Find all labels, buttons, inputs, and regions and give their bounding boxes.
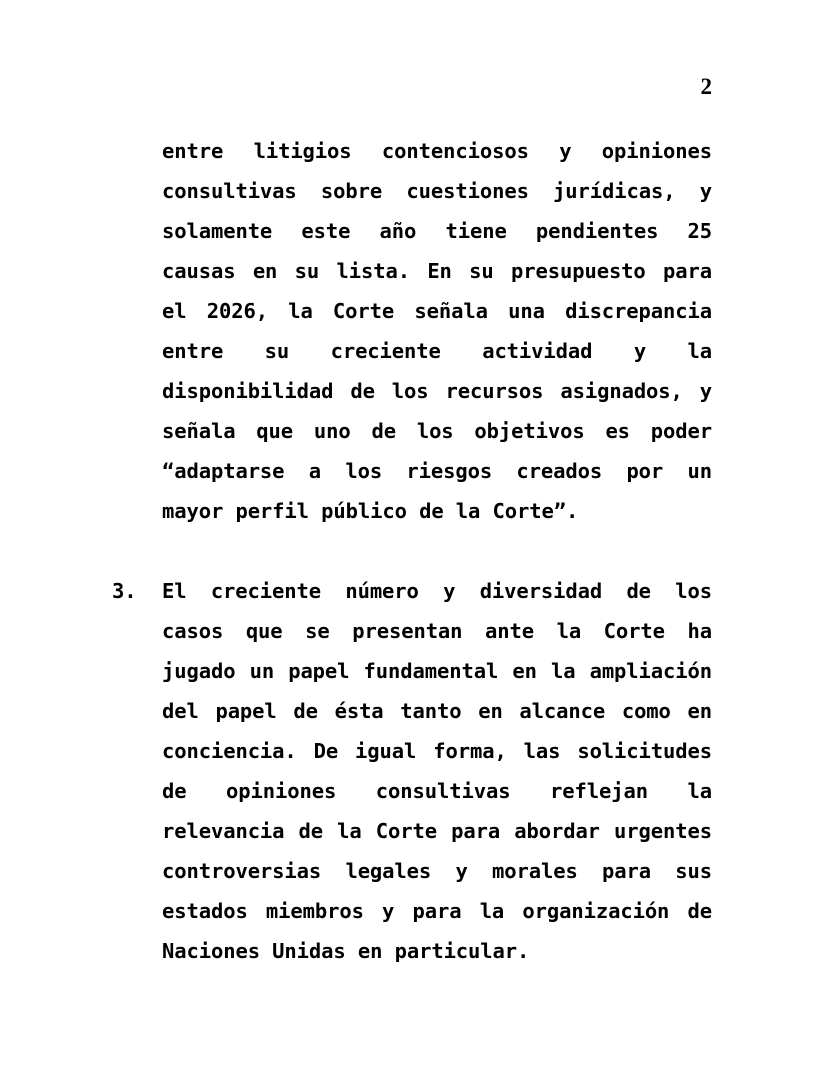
list-marker: 3. <box>112 579 137 603</box>
paragraph-continuation <box>112 131 712 531</box>
document-body <box>112 131 712 971</box>
paragraph-text: El creciente número y diversidad de los casos que se presentan ante la Corte ha jugado un papel fundamental en la ampliación del papel de ésta tanto en alcance como en conciencia. De igual forma, las solicitudes de opiniones consultivas reflejan la relevancia de la Corte para abordar urgentes controversias legales y morales para sus estados miembros y para la organización de Naciones Unidas en particular. <box>162 579 712 963</box>
paragraph-text: entre litigios contenciosos y opiniones consultivas sobre cuestiones jurídicas, y solamente este año tiene pendientes 25 causas en su lista. En su presupuesto para el 2026, la Corte señala una discrepancia entre su creciente actividad y la disponibilidad de los recursos asignados, y señala que uno de los objetivos es poder “adaptarse a los riesgos creados por un mayor perfil público de la Corte”. <box>162 139 712 523</box>
page-number: 2 <box>700 74 712 99</box>
paragraph-item-3 <box>112 571 712 971</box>
